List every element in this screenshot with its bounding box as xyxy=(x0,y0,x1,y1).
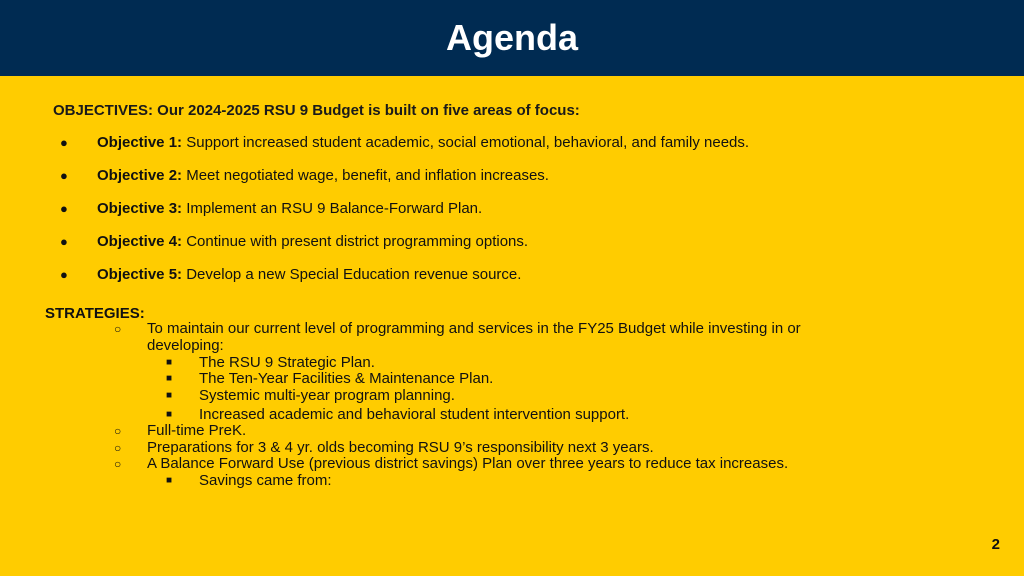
objective-item xyxy=(60,133,960,153)
bullet-icon: ● xyxy=(60,168,68,183)
objective-text: Meet negotiated wage, benefit, and inflation increases. xyxy=(186,167,549,184)
strategy-text: Preparations for 3 & 4 yr. olds becoming RSU 9’s responsibility next 3 years. xyxy=(147,439,654,456)
strategy-subitem-text: The RSU 9 Strategic Plan. xyxy=(199,354,375,371)
strategy-item xyxy=(114,456,934,473)
objective-label: Objective 5: xyxy=(97,266,183,283)
objective-text: Develop a new Special Education revenue source. xyxy=(186,266,522,283)
objective-item xyxy=(60,166,960,186)
strategy-text: A Balance Forward Use (previous district savings) Plan over three years to reduce tax increases. xyxy=(147,455,789,472)
bullet-icon: ● xyxy=(60,267,68,282)
square-bullet-icon: ■ xyxy=(166,373,173,384)
strategy-subitem xyxy=(166,407,726,424)
slide-title: Agenda xyxy=(445,17,578,58)
strategy-item xyxy=(114,321,934,354)
circle-bullet-icon: ○ xyxy=(114,441,122,455)
objective-text: Support increased student academic, social emotional, behavioral, and family needs. xyxy=(186,134,750,151)
objective-label: Objective 4: xyxy=(97,233,183,250)
objective-text: Continue with present district programming options. xyxy=(186,233,529,250)
strategy-text-line1: To maintain our current level of programming and services in the FY25 Budget while investing in or xyxy=(147,320,801,337)
objective-text: Implement an RSU 9 Balance-Forward Plan. xyxy=(186,200,483,217)
circle-bullet-icon: ○ xyxy=(114,457,122,471)
square-bullet-icon: ■ xyxy=(166,409,173,420)
square-bullet-icon: ■ xyxy=(166,357,173,368)
strategy-subitem-text: Increased academic and behavioral student intervention support. xyxy=(199,406,630,423)
square-bullet-icon: ■ xyxy=(166,390,173,401)
strategy-subitem-text: Systemic multi-year program planning. xyxy=(199,387,455,404)
objective-item xyxy=(60,232,960,252)
strategy-subitem-text: The Ten-Year Facilities & Maintenance Plan. xyxy=(199,370,494,387)
objective-item xyxy=(60,265,960,285)
strategy-subitem xyxy=(166,473,726,490)
square-bullet-icon: ■ xyxy=(166,475,173,486)
objective-label: Objective 3: xyxy=(97,200,183,217)
objective-label: Objective 2: xyxy=(97,167,183,184)
objectives-heading: OBJECTIVES: Our 2024-2025 RSU 9 Budget is built on five areas of focus: xyxy=(53,102,580,119)
circle-bullet-icon: ○ xyxy=(114,322,122,336)
strategy-subitem xyxy=(166,388,726,405)
bullet-icon: ● xyxy=(60,201,68,216)
strategy-subitem xyxy=(166,371,726,388)
strategy-subitem-text: Savings came from: xyxy=(199,472,332,489)
title-bar xyxy=(0,0,1024,76)
bullet-icon: ● xyxy=(60,135,68,150)
bullet-icon: ● xyxy=(60,234,68,249)
objective-item xyxy=(60,199,960,219)
strategy-item xyxy=(114,423,934,440)
strategies-heading: STRATEGIES: xyxy=(45,305,145,322)
objective-label: Objective 1: xyxy=(97,134,183,151)
strategy-text: Full-time PreK. xyxy=(147,422,247,439)
circle-bullet-icon: ○ xyxy=(114,424,122,438)
page-number: 2 xyxy=(991,536,1000,553)
strategy-text-line2: developing: xyxy=(147,336,224,354)
